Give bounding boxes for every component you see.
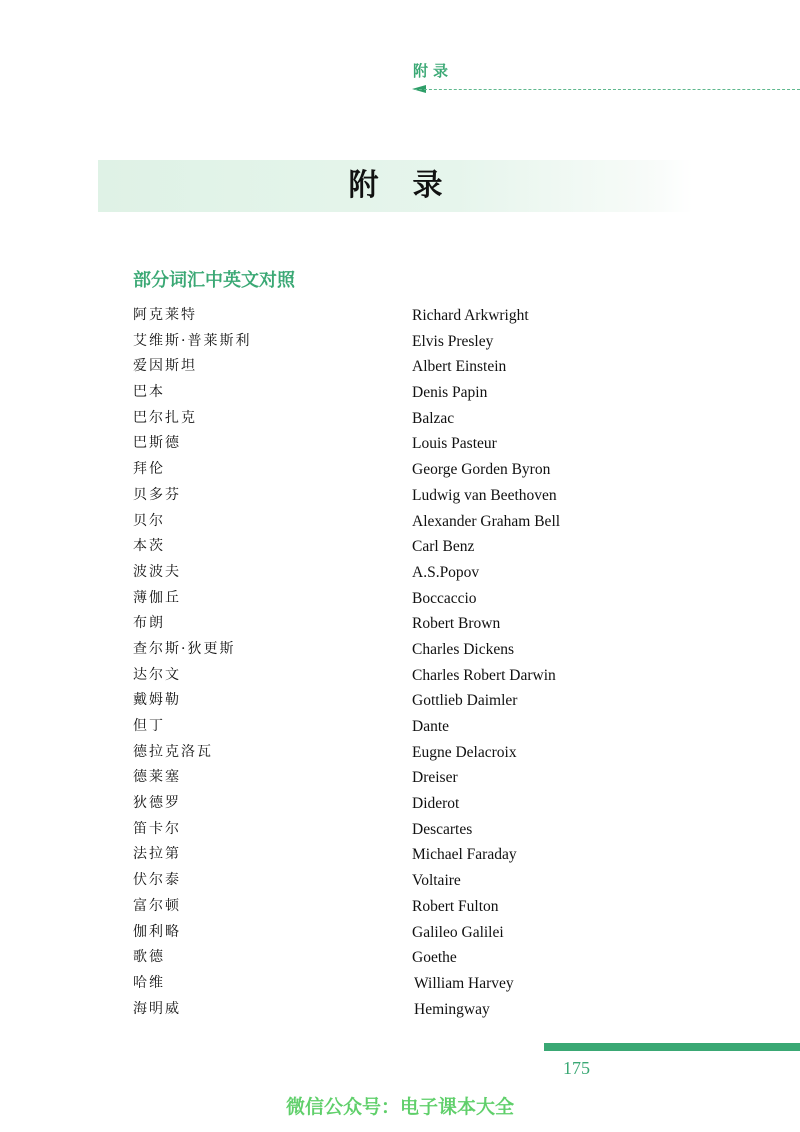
glossary-row: [133, 663, 633, 689]
glossary-list: [133, 303, 633, 1022]
chinese-name: 阿克莱特: [133, 307, 197, 323]
chinese-name: 波波夫: [133, 563, 181, 580]
glossary-row: [133, 868, 633, 894]
glossary-row: [133, 611, 633, 637]
english-name: Michael Faraday: [412, 846, 517, 864]
glossary-row: [133, 509, 633, 535]
english-name: Dreiser: [412, 769, 458, 787]
glossary-row: [133, 817, 633, 843]
chinese-name: 德莱塞: [133, 769, 181, 786]
chinese-name: 但丁: [133, 718, 165, 734]
glossary-row: [133, 637, 633, 663]
english-name: Charles Dickens: [412, 640, 515, 658]
english-name: Descartes: [412, 820, 473, 838]
footer-bar: [544, 1043, 800, 1051]
glossary-row: [133, 483, 633, 509]
english-name: Hemingway: [414, 1000, 490, 1018]
english-name: Ludwig van Beethoven: [412, 486, 557, 504]
chinese-name: 法拉第: [133, 846, 181, 863]
glossary-row: [133, 457, 633, 483]
title-banner: [98, 160, 693, 212]
chinese-name: 哈维: [133, 974, 165, 991]
english-name: Louis Pasteur: [412, 435, 497, 453]
english-name: Robert Brown: [412, 615, 501, 633]
chinese-name: 薄伽丘: [133, 589, 181, 606]
english-name: Diderot: [412, 795, 460, 813]
english-name: Boccaccio: [412, 589, 477, 607]
running-header: 附录: [413, 62, 454, 80]
english-name: Charles Robert Darwin: [412, 666, 556, 684]
chinese-name: 贝多芬: [133, 486, 181, 503]
page-title: 附录: [348, 168, 477, 203]
chinese-name: 富尔顿: [133, 897, 181, 914]
glossary-row: [133, 303, 633, 329]
chinese-name: 拜伦: [133, 461, 165, 478]
chinese-name: 海明威: [133, 1000, 181, 1017]
english-name: Albert Einstein: [412, 358, 507, 376]
glossary-row: [133, 997, 633, 1023]
english-name: Voltaire: [412, 872, 461, 890]
glossary-row: [133, 688, 633, 714]
chinese-name: 歌德: [133, 949, 165, 966]
english-name: Balzac: [412, 409, 455, 427]
glossary-row: [133, 354, 633, 380]
english-name: Galileo Galilei: [412, 923, 504, 941]
glossary-row: [133, 560, 633, 586]
english-name: Dante: [412, 718, 450, 735]
chinese-name: 德拉克洛瓦: [133, 743, 213, 760]
chinese-name: 艾维斯·普莱斯利: [133, 332, 252, 349]
chinese-name: 贝尔: [133, 512, 165, 529]
section-heading: 部分词汇中英文对照: [133, 270, 295, 291]
glossary-row: [133, 894, 633, 920]
glossary-row: [133, 380, 633, 406]
chinese-name: 笛卡尔: [133, 820, 181, 837]
chinese-name: 狄德罗: [133, 795, 181, 812]
glossary-row: [133, 740, 633, 766]
chinese-name: 巴尔扎克: [133, 409, 197, 426]
glossary-row: [133, 586, 633, 612]
chinese-name: 巴斯德: [133, 435, 181, 452]
english-name: Richard Arkwright: [412, 307, 529, 324]
chinese-name: 伏尔泰: [133, 872, 181, 889]
glossary-row: [133, 971, 633, 997]
header-dashed-rule: [414, 89, 800, 90]
english-name: Alexander Graham Bell: [412, 512, 561, 530]
chinese-name: 本茨: [133, 538, 165, 555]
chinese-name: 查尔斯·狄更斯: [133, 640, 236, 657]
english-name: William Harvey: [414, 974, 514, 992]
english-name: Elvis Presley: [412, 332, 494, 350]
chinese-name: 巴本: [133, 384, 165, 401]
glossary-row: [133, 765, 633, 791]
chinese-name: 达尔文: [133, 666, 181, 683]
chinese-name: 戴姆勒: [133, 692, 181, 709]
glossary-row: [133, 920, 633, 946]
glossary-row: [133, 791, 633, 817]
chinese-name: 爱因斯坦: [133, 358, 197, 375]
glossary-row: [133, 842, 633, 868]
english-name: Denis Papin: [412, 384, 488, 402]
glossary-row: [133, 714, 633, 740]
english-name: Robert Fulton: [412, 897, 499, 915]
english-name: Eugne Delacroix: [412, 743, 517, 761]
glossary-row: [133, 945, 633, 971]
page-number: 175: [563, 1058, 590, 1078]
glossary-row: [133, 406, 633, 432]
glossary-row: [133, 329, 633, 355]
chinese-name: 伽利略: [133, 923, 181, 940]
watermark: 微信公众号：电子课本大全: [285, 1096, 514, 1118]
english-name: Gottlieb Daimler: [412, 692, 518, 710]
english-name: Carl Benz: [412, 538, 475, 556]
chinese-name: 布朗: [133, 615, 165, 632]
english-name: George Gorden Byron: [412, 461, 551, 479]
glossary-row: [133, 534, 633, 560]
english-name: Goethe: [412, 949, 457, 967]
english-name: A.S.Popov: [412, 563, 480, 581]
glossary-row: [133, 431, 633, 457]
